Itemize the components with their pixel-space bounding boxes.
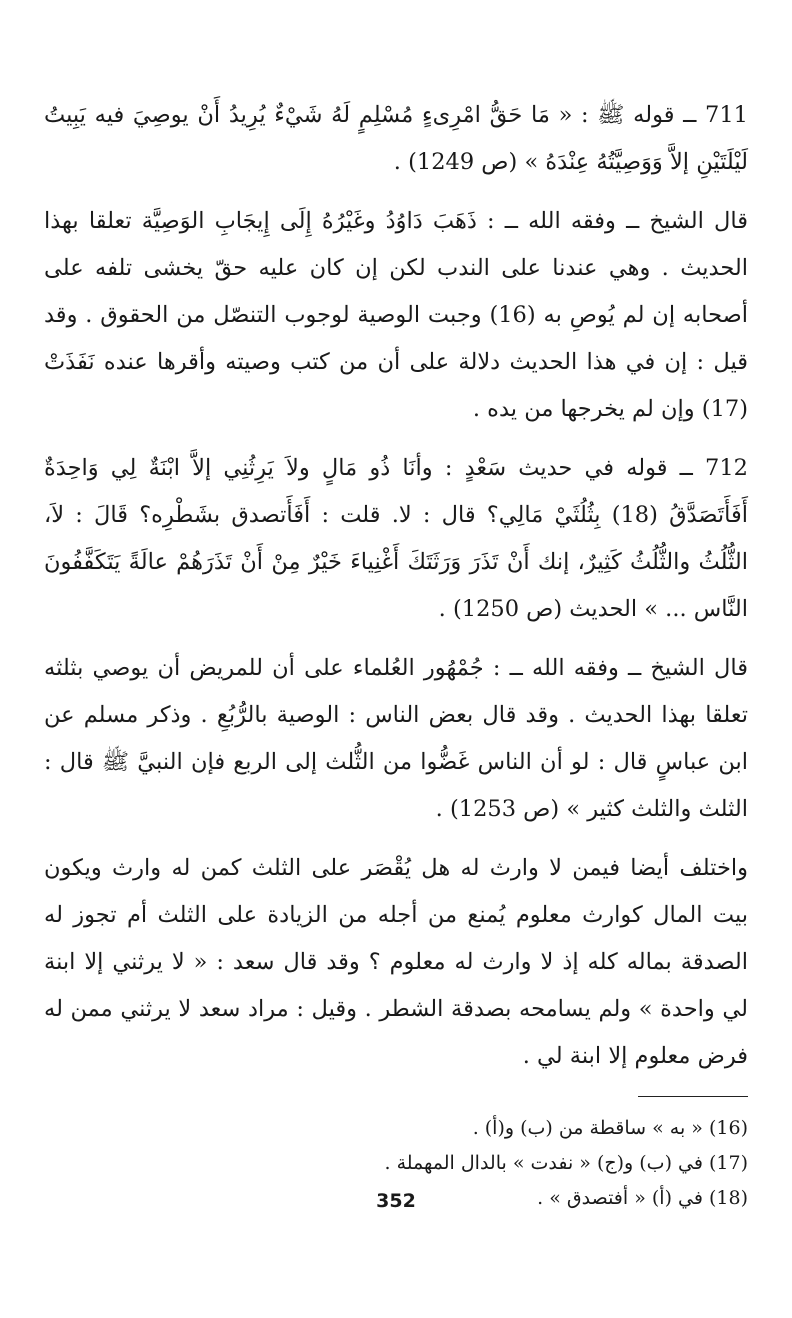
footnote-16: (16) « به » ساقطة من (ب) و(أ) .: [472, 1117, 748, 1139]
commentary-711-paragraph: قال الشيخ ــ وفقه الله ــ : ذَهَبَ دَاوُدُ وغَيْرُهُ إِلَى إِيجَابِ الوَصِيَّة تعلقا بهذا الحديث . وهي عندنا على الندب لكن إن كان عليه حقّ يخشى تلفه على أصحابه إن لم يُوصِ به (16) وجبت الوصية لوجوب التنصّل من الحقوق . وقد قيل : إن في هذا الحديث دلالة على أن من كتب وصيته وأقرها عنده نَفَذَتْ (17) وإن لم يخرجها من يده .: [44, 208, 748, 422]
hadith-711-paragraph: 711 ــ قوله ﷺ : « مَا حَقُّ امْرِىءٍ مُسْلِمٍ لَهُ شَيْءٌ يُرِيدُ أَنْ يوصِيَ فيه يَبِيتُ لَيْلَتَيْنِ إلاَّ وَوَصِيَّتُهُ عِنْدَهُ » (ص 1249) .: [44, 102, 748, 175]
hadith-712-paragraph: 712 ــ قوله في حديث سَعْدٍ : وأنَا ذُو مَالٍ ولاَ يَرِثُنِي إلاَّ ابْنَةٌ لِي وَاحِدَةٌ أَفَأَتَصَدَّقُ (18) بِثُلُثَيْ مَالِي؟ قال : لا. قلت : أَفَأَتصدق بشَطْرِه؟ قَالَ : لاَ، الثُّلُثُ والثُّلُثُ كَثِيرٌ، إنك أَنْ تَذَرَ وَرَثَتَكَ أَغْنِياءَ خَيْرٌ مِنْ أَنْ تَذَرَهُمْ عالَةً يَتَكَفَّفُونَ النَّاس ... » الحديث (ص 1250) .: [44, 455, 748, 622]
commentary-712-paragraph: قال الشيخ ــ وفقه الله ــ : جُمْهُور العُلماء على أن للمريض أن يوصي بثلثه تعلقا بهذا الحديث . وقد قال بعض الناس : الوصية بالرُّبُعِ . وذكر مسلم عن ابن عباسٍ قال : لو أن الناس غَضُّوا من الثُّلث إلى الربع فإن النبيَّ ﷺ قال : الثلث والثلث كثير » (ص 1253) .: [44, 655, 748, 822]
footnote-divider: [638, 1096, 748, 1097]
footnote-17: (17) في (ب) و(ج) « نفدت » بالدال المهملة .: [384, 1152, 748, 1174]
page-number: 352: [376, 1190, 416, 1212]
footnote-18: (18) في (أ) « أفتصدق » .: [537, 1187, 748, 1209]
commentary-heir-paragraph: واختلف أيضا فيمن لا وارث له هل يُقْصَر على الثلث كمن له وارث ويكون بيت المال كوارث معلوم يُمنع من أجله من الزيادة على الثلث أم تجوز له الصدقة بماله كله إذ لا وارث له معلوم ؟ وقد قال سعد : « لا يرثني إلا ابنة لي واحدة » ولم يسامحه بصدقة الشطر . وقيل : مراد سعد لا يرثني ممن له فرض معلوم إلا ابنة لي .: [44, 855, 748, 1069]
page-body: [44, 92, 748, 1216]
